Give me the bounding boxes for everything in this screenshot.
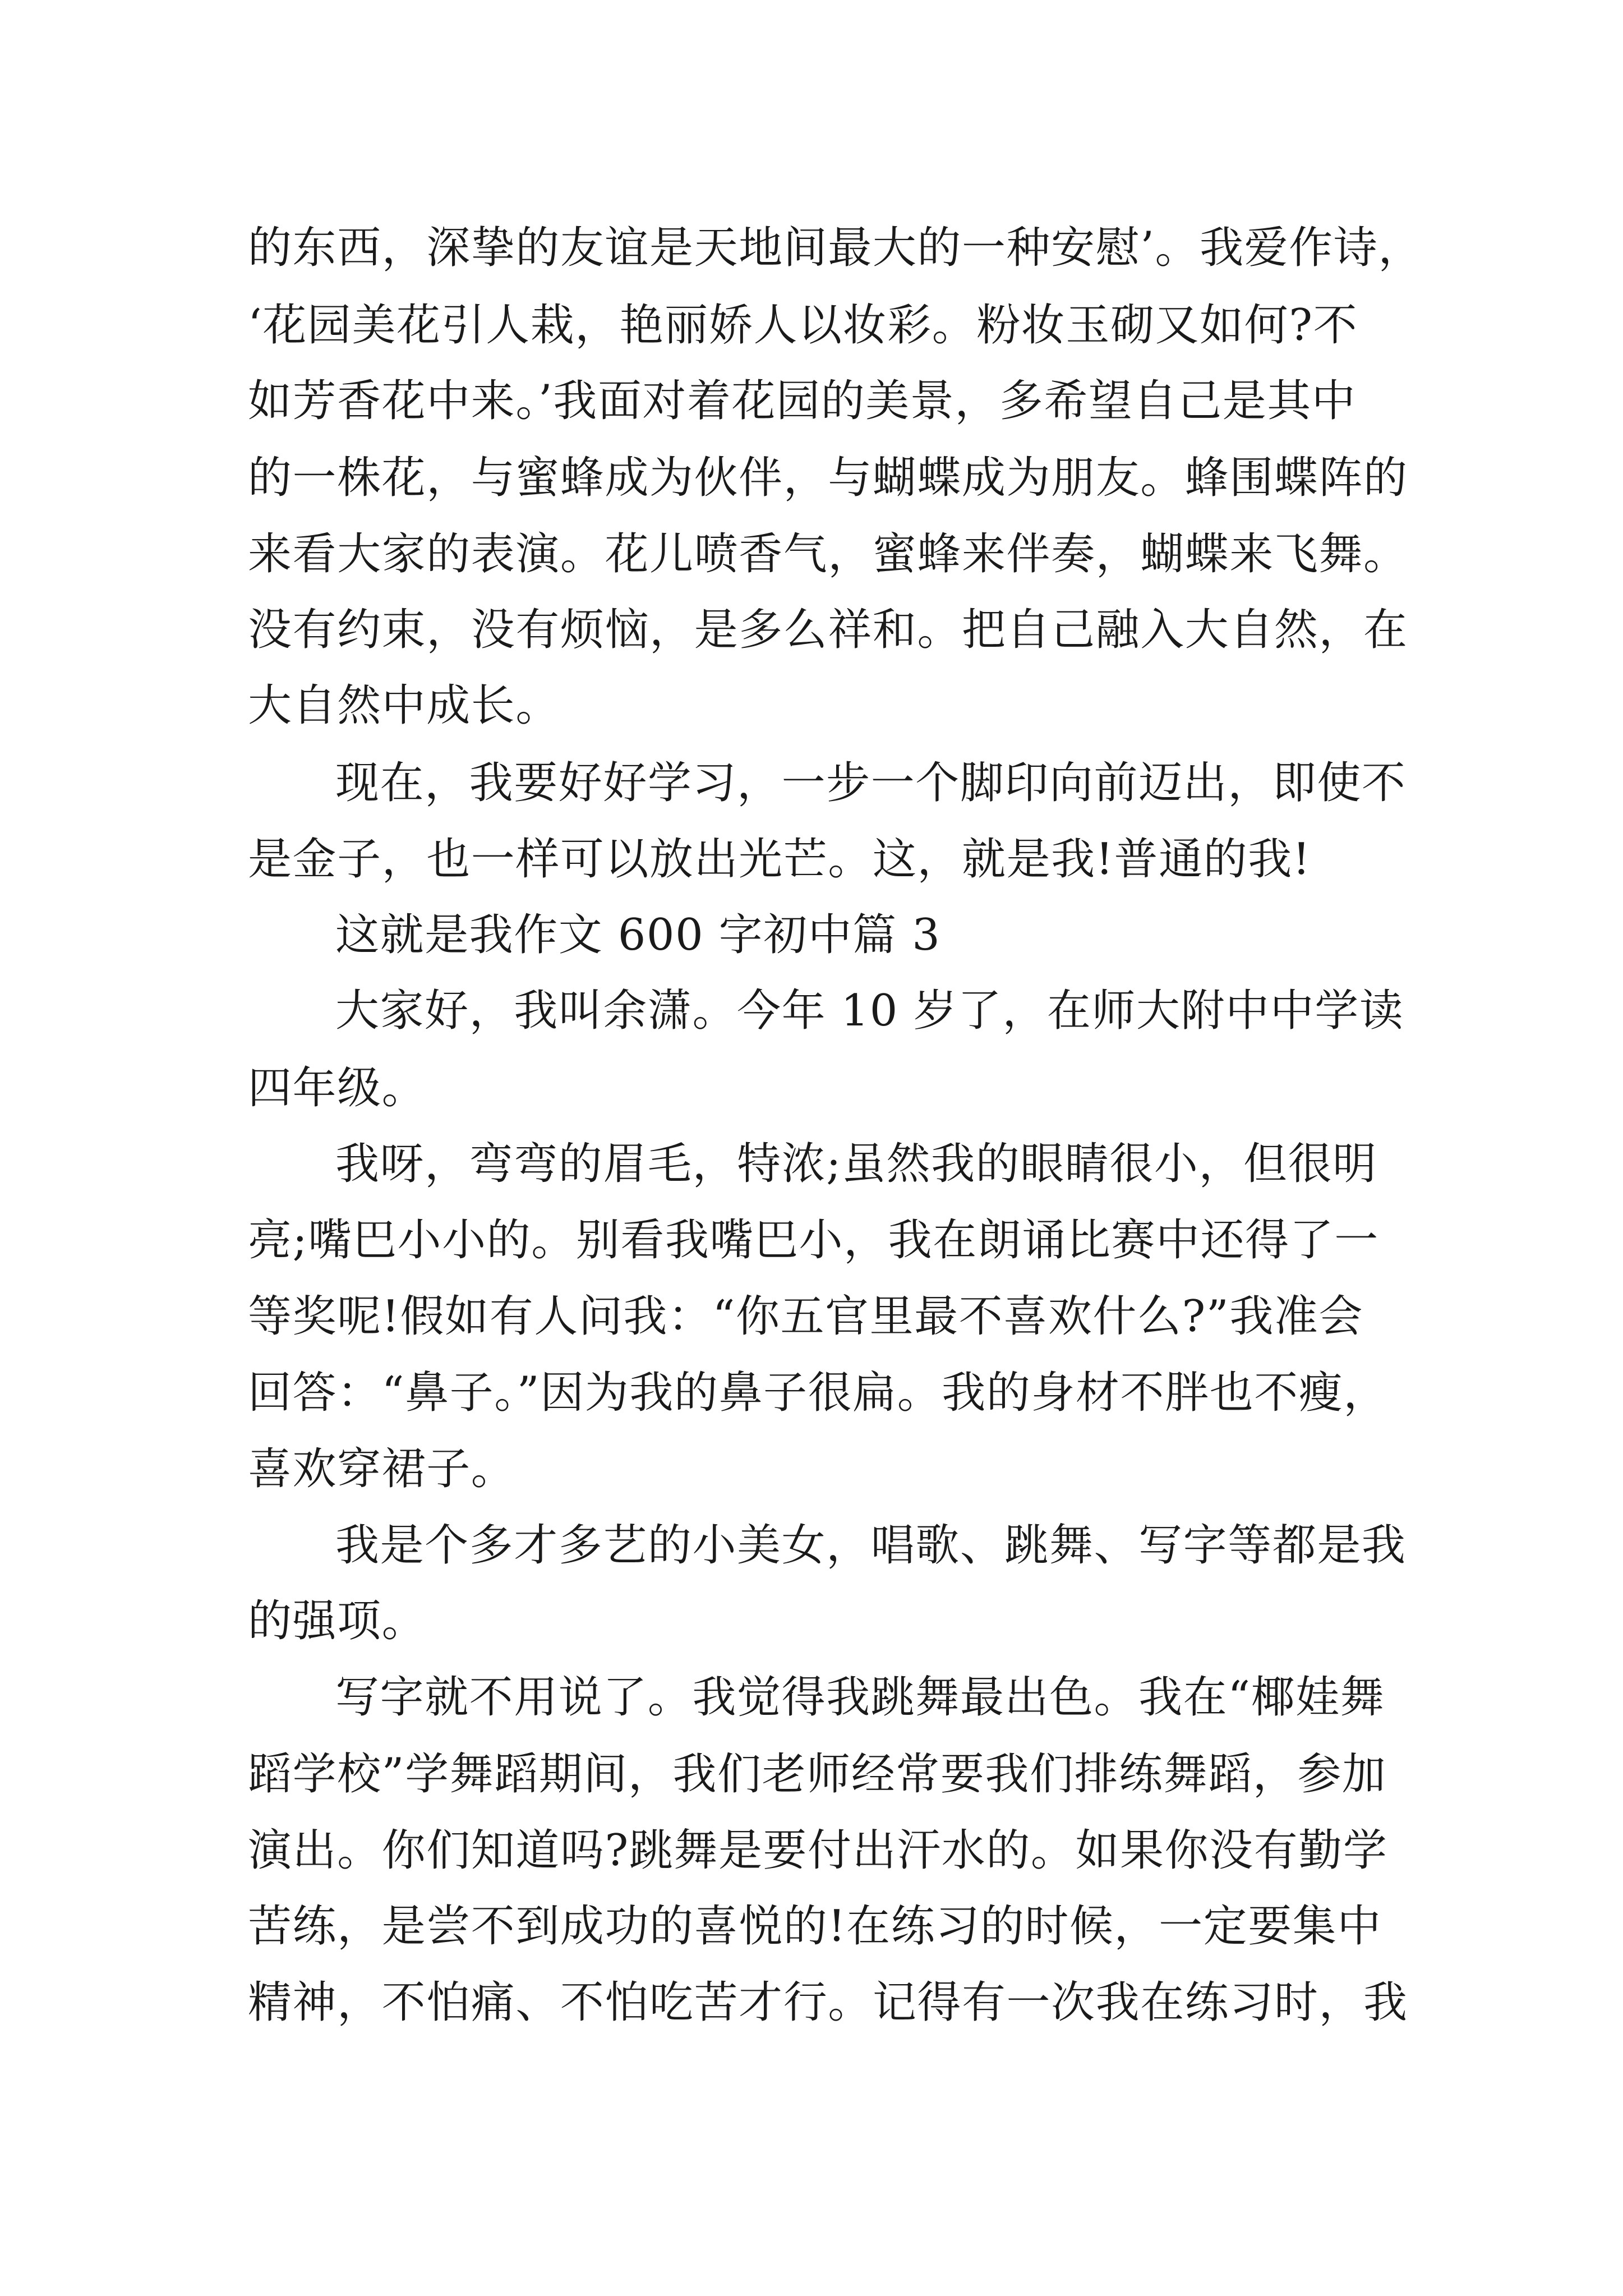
text-line: 四年级。 — [248, 1063, 427, 1114]
text-line: 蹈学校”学舞蹈期间，我们老师经常要我们排练舞蹈，参加 — [248, 1749, 1387, 1800]
text-line: 写字就不用说了。我觉得我跳舞最出色。我在“椰娃舞 — [335, 1672, 1385, 1723]
text-line: 没有约束，没有烦恼，是多么祥和。把自己融入大自然，在 — [248, 605, 1408, 655]
text-line: 喜欢穿裙子。 — [248, 1444, 516, 1494]
text-line: 演出。你们知道吗?跳舞是要付出汗水的。如果你没有勤学 — [248, 1825, 1388, 1876]
text-line: 现在，我要好好学习，一步一个脚印向前迈出，即使不 — [335, 758, 1407, 808]
text-line: 等奖呢!假如有人问我：“你五官里最不喜欢什么?”我准会 — [248, 1291, 1364, 1342]
text-line: 我是个多才多艺的小美女，唱歌、跳舞、写字等都是我 — [335, 1520, 1407, 1571]
text-line: ‘花园美花引人栽，艳丽娇人以妆彩。粉妆玉砌又如何?不 — [248, 300, 1358, 351]
text-line: 大家好，我叫余潇。今年 10 岁了，在师大附中中学读 — [335, 986, 1404, 1036]
text-line: 的一株花，与蜜蜂成为伙伴，与蝴蝶成为朋友。蜂围蝶阵的 — [248, 453, 1408, 503]
text-line: 是金子，也一样可以放出光芒。这，就是我!普通的我! — [248, 834, 1311, 885]
text-line: 来看大家的表演。花儿喷香气，蜜蜂来伴奏，蝴蝶来飞舞。 — [248, 529, 1408, 579]
section-heading: 这就是我作文 600 字初中篇 3 — [335, 910, 941, 960]
text-line: 亮;嘴巴小小的。别看我嘴巴小，我在朗诵比赛中还得了一 — [248, 1215, 1379, 1266]
text-line: 的强项。 — [248, 1596, 427, 1646]
text-line: 如芳香花中来。’我面对着花园的美景，多希望自己是其中 — [248, 376, 1357, 426]
text-line: 的东西，深挚的友谊是天地间最大的一种安慰’。我爱作诗， — [248, 223, 1423, 273]
text-line: 我呀，弯弯的眉毛，特浓;虽然我的眼睛很小，但很明 — [335, 1139, 1377, 1189]
text-line: 回答：“鼻子。”因为我的鼻子很扁。我的身材不胖也不瘦， — [248, 1368, 1388, 1418]
text-line: 大自然中成长。 — [248, 680, 560, 731]
text-line: 苦练，是尝不到成功的喜悦的!在练习的时候，一定要集中 — [248, 1901, 1382, 1952]
text-line: 精神，不怕痛、不怕吃苦才行。记得有一次我在练习时，我 — [248, 1977, 1408, 2028]
